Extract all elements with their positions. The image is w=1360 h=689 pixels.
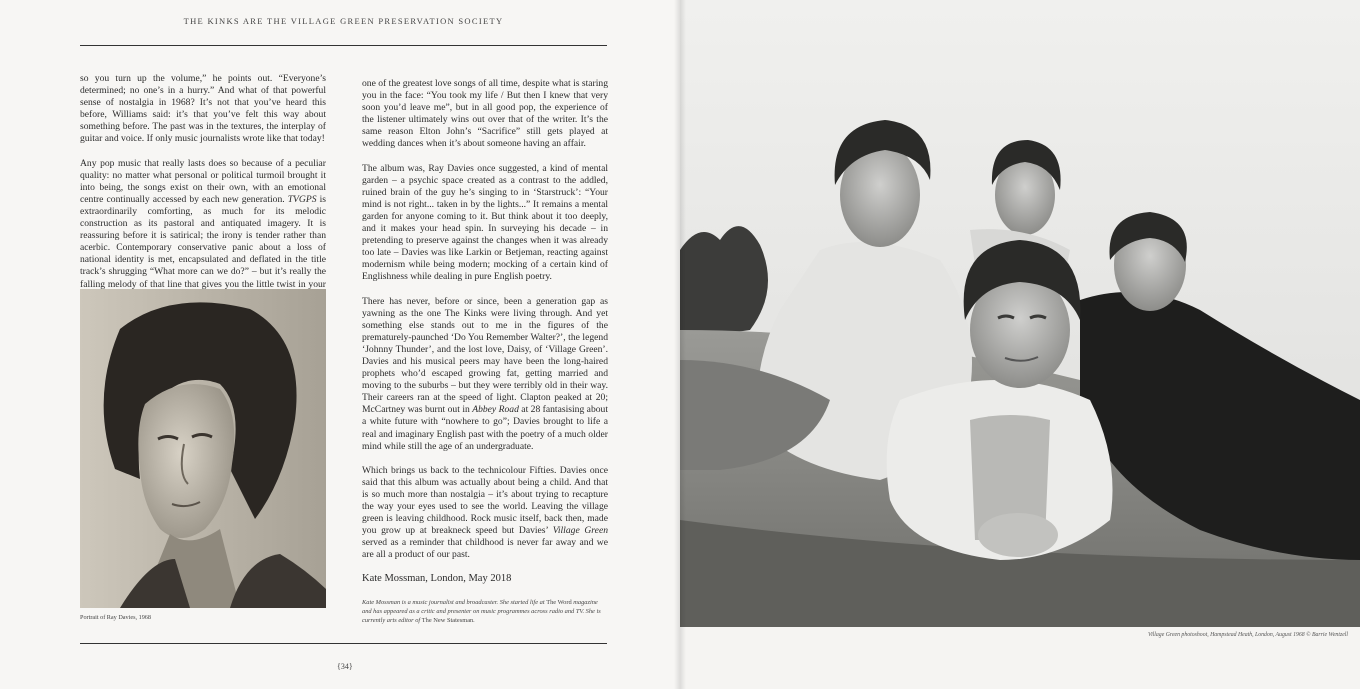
- running-head: THE KINKS ARE THE VILLAGE GREEN PRESERVATION SOCIETY: [183, 16, 504, 26]
- author-signature: Kate Mossman, London, May 2018: [362, 573, 512, 585]
- ray-davies-portrait-photo: [80, 289, 326, 608]
- paragraph: so you turn up the volume,” he points out. “Everyone’s determined; no one’s in a hurry.” And what of that powerful sense of nostalgia in 1968? It’s not that you’ve heard this before, Williams said: it’s that you’ve felt this way about something before. The past was in the textures, the interplay of guitar and voice. If only music journalists wrote like that today!: [80, 73, 326, 145]
- paragraph: Which brings us back to the technicolour Fifties. Davies once said that this album was actually about being a child. And that is so much more than nostalgia – it’s about trying to recapture the way your eyes used to see the world. Leaving the village green is leaving childhood. Rock music itself, back then, made you grow up at breakneck speed but Davies’ Village Green served as a reminder that childhood is never far away and we are all a product of our past.: [362, 464, 608, 561]
- paragraph: There has never, before or since, been a generation gap as yawning as the one The Kinks were living through. And yet something else stands out to me in the figures of the prematurely-paunched ‘Do You Remember Walter?’, the legend ‘Johnny Thunder’, and the lost love, Daisy, of ‘Village Green’. Davies and his musical peers may have been the long-haired prophets who’d escaped growing fat, getting married and moving to the suburbs – but they were terribly old in their way. Their careers ran at the speed of light. Clapton peaked at 20; McCartney was burnt out in Abbey Road at 28 fantasising about a white future with “nowhere to go”; Davies brought to life a real and imaginary English past with the poetry of a much older mind while still the age of an undergraduate.: [362, 295, 608, 452]
- text-column-1: [80, 73, 326, 315]
- page-number: {34}: [337, 662, 353, 671]
- left-photo-caption: Portrait of Ray Davies, 1968: [80, 614, 151, 621]
- book-gutter: [674, 0, 686, 689]
- author-bio: Kate Mossman is a music journalist and broadcaster. She started life at The Word magazine and has appeared as a critic and presenter on music programmes across radio and TV. She is currently arts editor of The New Statesman.: [362, 598, 601, 624]
- top-rule: [80, 45, 607, 46]
- text-column-2: [362, 78, 608, 637]
- right-photo-caption: Village Green photoshoot, Hampstead Heath, London, August 1968 © Barrie Wentzell: [1147, 632, 1348, 638]
- band-photo: [680, 0, 1360, 627]
- paragraph: The album was, Ray Davies once suggested, a kind of mental garden – a psychic space created as a contrast to the addled, ruined brain of the guy he’s singing to in ‘Starstruck’: “Your mind is not right... taken in by the lights...” It remains a mental garden for anyone coming to it. But think about it too deeply, and it makes your head spin. In surveying his decade – in pretending to preserve against the changes when it was already too late – Davies was like Larkin or Betjeman, reacting against modernism while being modern; mocking of a certain kind of Englishness while dealing in pure English poetry.: [362, 162, 608, 283]
- paragraph: Any pop music that really lasts does so because of a peculiar quality: no matter what personal or political turmoil brought it into being, the songs exist on their own, with an emotional centre continually accessed by each new generation. TVGPS is extraordinarily comforting, as much for its melodic construction as its pastoral and antiquated imagery. It is reassuring before it is satirical; the irony is tender rather than acerbic. Contemporary conservative panic about a loss of national identity is met, encapsulated and deflated in the title track’s shrugging “What more can we do?” – but it’s really the falling melody of that line that gives you the little twist in your: [80, 157, 326, 290]
- right-page: [680, 0, 1360, 689]
- paragraph: one of the greatest love songs of all time, despite what is staring you in the face: “You took my life / But then I knew that very soon you’d leave me”, but in all good pop, the experience of the listener ultimately wins out over that of the writer. It’s the same reason Elton John’s “Sacrifice” still gets played at wedding dances when it’s about someone having an affair.: [362, 78, 608, 150]
- bottom-rule: [80, 643, 607, 644]
